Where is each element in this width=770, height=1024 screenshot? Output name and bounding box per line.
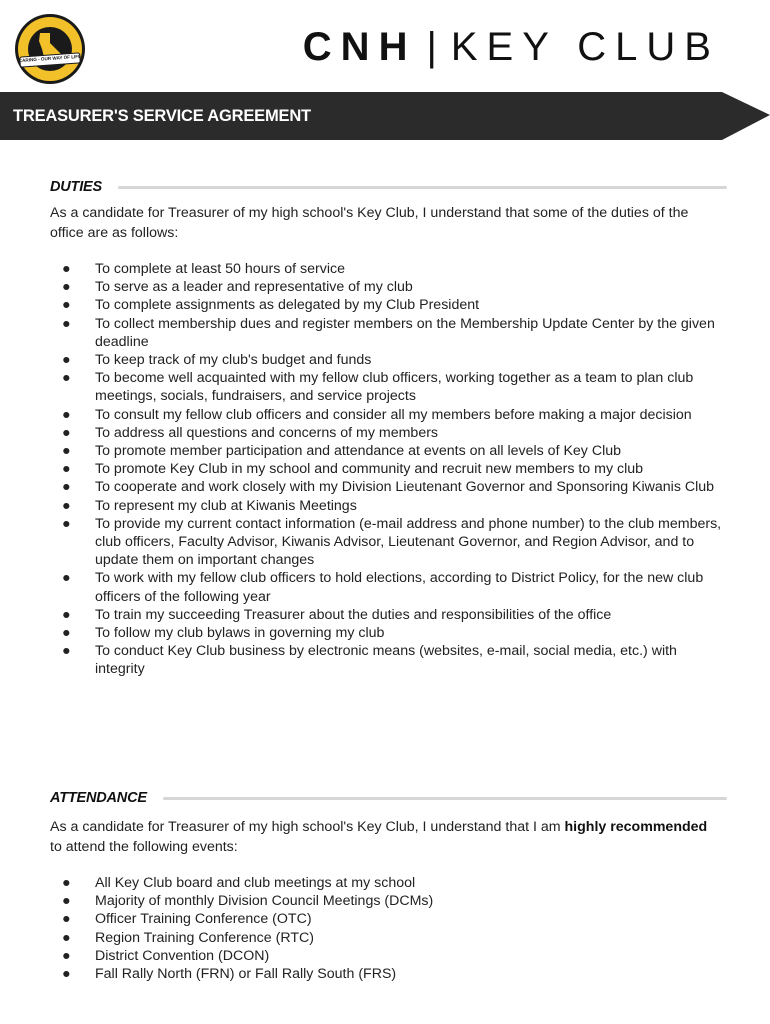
bullet-icon: ● xyxy=(62,606,71,623)
list-item xyxy=(50,497,722,515)
list-item-text: Fall Rally North (FRN) or Fall Rally South (FRS) xyxy=(95,966,397,983)
list-item-text: To provide my current contact information (e-mail address and phone number) to the club members, club officers, Faculty Advisor, Kiwanis Advisor, Lieutenant Governor, and Region Advisor, and to update them on important changes xyxy=(95,515,722,569)
list-item xyxy=(50,260,722,278)
bullet-icon: ● xyxy=(62,497,71,514)
list-item xyxy=(50,278,722,296)
document-title: TREASURER'S SERVICE AGREEMENT xyxy=(13,107,311,125)
bullet-icon: ● xyxy=(62,929,71,946)
cnh-key-club-seal-logo xyxy=(14,13,86,85)
bullet-icon: ● xyxy=(62,461,71,478)
list-item xyxy=(50,369,722,405)
list-item-text: To promote Key Club in my school and community and recruit new members to my club xyxy=(95,461,644,478)
bullet-icon: ● xyxy=(62,370,71,387)
list-item xyxy=(50,351,722,369)
list-item-text: To represent my club at Kiwanis Meetings xyxy=(95,497,357,514)
bullet-icon: ● xyxy=(62,315,71,332)
bullet-icon: ● xyxy=(62,570,71,587)
duties-section-header xyxy=(50,177,727,197)
list-item xyxy=(50,296,722,314)
list-item-text: To collect membership dues and register members on the Membership Update Center by the given deadline xyxy=(95,315,715,350)
list-item-text: All Key Club board and club meetings at my school xyxy=(95,875,416,891)
bullet-icon: ● xyxy=(62,297,71,314)
list-item-text: To cooperate and work closely with my Division Lieutenant Governor and Sponsoring Kiwanis Club xyxy=(95,479,715,496)
bullet-icon: ● xyxy=(62,406,71,423)
list-item xyxy=(50,929,722,947)
attendance-section-header xyxy=(50,788,727,808)
list-item-text: Majority of monthly Division Council Meetings (DCMs) xyxy=(95,893,434,910)
duties-intro: As a candidate for Treasurer of my high school's Key Club, I understand that some of the duties of the office are as follows: xyxy=(50,205,689,241)
list-item xyxy=(50,947,722,965)
list-item-text: To complete at least 50 hours of service xyxy=(95,261,345,277)
list-item xyxy=(50,892,722,910)
bullet-icon: ● xyxy=(62,352,71,369)
bullet-icon: ● xyxy=(62,911,71,928)
list-item xyxy=(50,315,722,351)
bullet-icon: ● xyxy=(62,643,71,660)
list-item xyxy=(50,478,722,496)
list-item xyxy=(50,442,722,460)
list-item xyxy=(50,910,722,928)
list-item xyxy=(50,424,722,442)
logo-motto: "CARING - OUR WAY OF LIFE" xyxy=(16,53,84,64)
bullet-icon: ● xyxy=(62,515,71,532)
attendance-intro-after: to attend the following events: xyxy=(50,839,238,855)
document-title-banner xyxy=(0,92,770,140)
list-item-text: To promote member participation and attendance at events on all levels of Key Club xyxy=(95,443,622,460)
attendance-intro xyxy=(50,817,715,857)
org-short-name: CNH xyxy=(302,25,417,69)
section-divider xyxy=(118,186,727,189)
section-divider xyxy=(163,797,727,800)
bullet-icon: ● xyxy=(62,893,71,910)
list-item xyxy=(50,460,722,478)
list-item-text: To train my succeeding Treasurer about the duties and responsibilities of the office xyxy=(95,606,612,623)
title-separator: | xyxy=(426,25,437,69)
bullet-icon: ● xyxy=(62,443,71,460)
list-item xyxy=(50,406,722,424)
list-item-text: To keep track of my club's budget and funds xyxy=(95,352,372,369)
list-item-text: To address all questions and concerns of my members xyxy=(95,424,439,441)
list-item-text: To become well acquainted with my fellow club officers, working together as a team to plan club meetings, socials, fundraisers, and service projects xyxy=(95,370,694,405)
bullet-icon: ● xyxy=(62,625,71,642)
bullet-icon: ● xyxy=(62,424,71,441)
attendance-list xyxy=(50,874,722,983)
list-item xyxy=(50,642,722,678)
list-item xyxy=(50,515,722,570)
attendance-heading: ATTENDANCE xyxy=(50,790,147,806)
bullet-icon: ● xyxy=(62,279,71,296)
organization-title xyxy=(303,22,720,72)
attendance-intro-bold: highly recommended xyxy=(564,819,708,835)
bullet-icon: ● xyxy=(62,947,71,964)
list-item-text: Region Training Conference (RTC) xyxy=(95,929,314,946)
bullet-icon: ● xyxy=(62,261,71,277)
attendance-intro-before: As a candidate for Treasurer of my high school's Key Club, I understand that I am xyxy=(50,819,565,835)
list-item-text: To work with my fellow club officers to hold elections, according to District Policy, for the new club officers of the following year xyxy=(95,570,704,605)
list-item xyxy=(50,606,722,624)
list-item-text: To complete assignments as delegated by my Club President xyxy=(95,297,480,314)
list-item-text: To conduct Key Club business by electronic means (websites, e-mail, social media, etc.) with integrity xyxy=(95,643,677,678)
list-item-text: To consult my fellow club officers and consider all my members before making a major decision xyxy=(95,406,692,423)
list-item-text: To serve as a leader and representative of my club xyxy=(95,279,413,296)
bullet-icon: ● xyxy=(62,875,71,891)
list-item-text: Officer Training Conference (OTC) xyxy=(95,911,312,928)
duties-list xyxy=(50,260,722,679)
org-name: KEY CLUB xyxy=(450,25,720,69)
bullet-icon: ● xyxy=(62,966,71,983)
list-item-text: District Convention (DCON) xyxy=(95,947,270,964)
duties-heading: DUTIES xyxy=(50,179,102,195)
list-item xyxy=(50,624,722,642)
list-item-text: To follow my club bylaws in governing my club xyxy=(95,625,385,642)
list-item xyxy=(50,569,722,605)
list-item xyxy=(50,965,722,983)
bullet-icon: ● xyxy=(62,479,71,496)
list-item xyxy=(50,874,722,892)
